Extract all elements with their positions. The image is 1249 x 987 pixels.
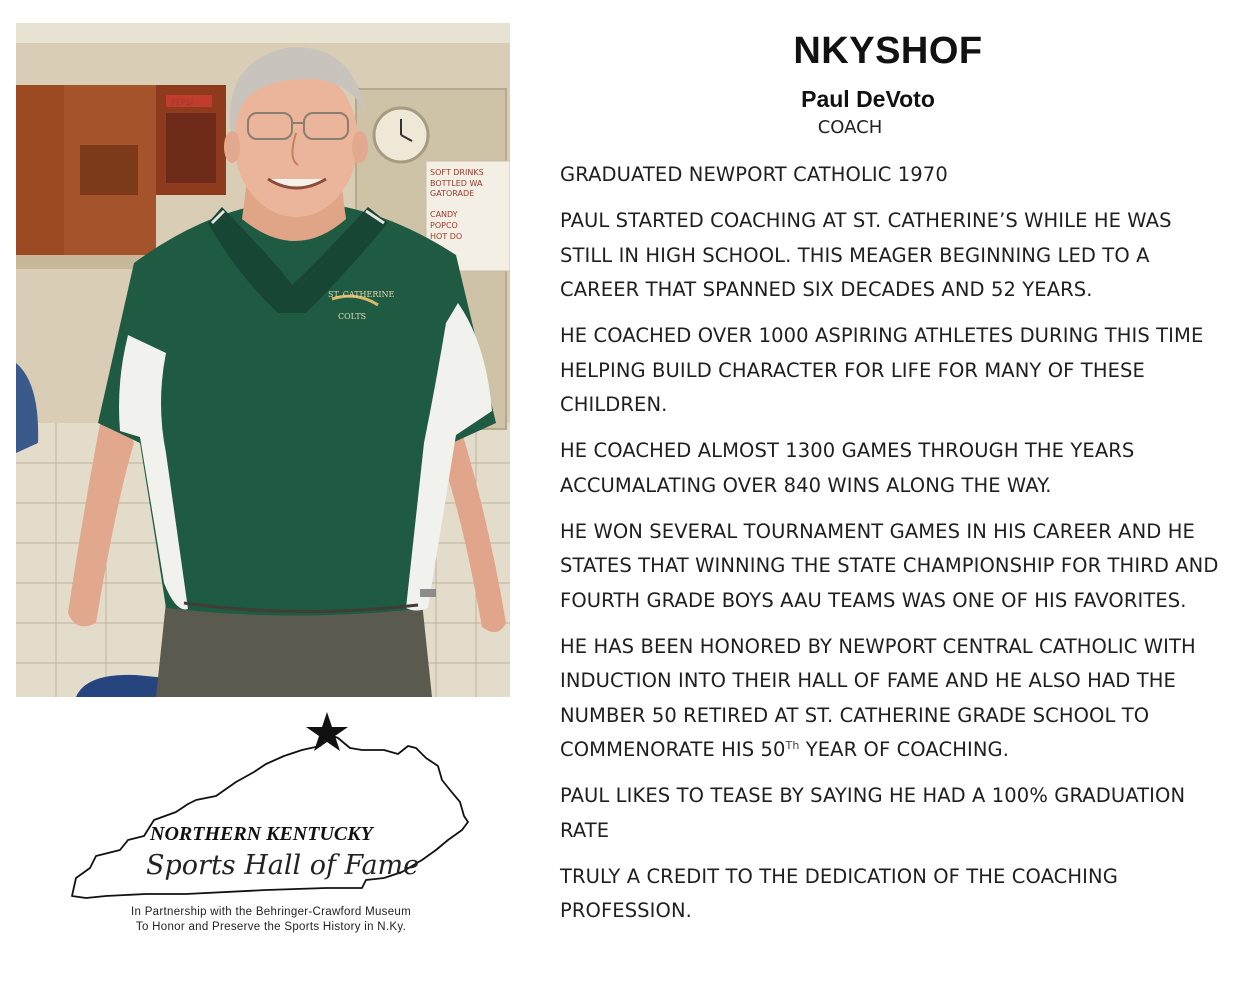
bio-text: YEAR OF COACHING. bbox=[799, 738, 1010, 761]
sign-line: CANDY bbox=[430, 210, 458, 219]
logo-script: Sports Hall of Fame bbox=[146, 850, 420, 881]
bio-paragraph: GRADUATED NEWPORT CATHOLIC 1970 bbox=[560, 163, 948, 186]
logo-title: NORTHERN KENTUCKY bbox=[150, 823, 373, 845]
bio-paragraph: HE COACHED ALMOST 1300 GAMES THROUGH THE YEARS ACCUMALATING OVER 840 WINS ALONG THE WAY. bbox=[560, 439, 1135, 497]
pepsi-sign: PEPSI bbox=[171, 98, 194, 107]
sign-line: BOTTLED WA bbox=[430, 179, 483, 188]
emblem-text: COLTS bbox=[338, 312, 367, 321]
bio-paragraph bbox=[560, 630, 1230, 768]
bio-paragraph: HE WON SEVERAL TOURNAMENT GAMES IN HIS CAREER AND HE STATES THAT WINNING THE STATE CHAMPIONSHIP FOR THIRD AND FOURTH GRADE BOYS AAU TEAMS WAS ONE OF HIS FAVORITES. bbox=[560, 519, 1219, 612]
hall-of-fame-logo bbox=[66, 708, 476, 938]
bio-paragraph: PAUL STARTED COACHING AT ST. CATHERINE’S WHILE HE WAS STILL IN HIGH SCHOOL. THIS MEAGER BEGINNING LED TO A CAREER THAT SPANNED SIX DECADES AND 52 YEARS. bbox=[560, 209, 1172, 301]
star-icon bbox=[306, 712, 348, 751]
wall-clock bbox=[374, 108, 428, 162]
sign-line: POPCO bbox=[430, 221, 458, 230]
sign-line: SOFT DRINKS bbox=[430, 168, 484, 177]
biography bbox=[560, 158, 1230, 940]
sign-line: HOT DO bbox=[430, 232, 463, 241]
inductee-role: COACH bbox=[817, 117, 883, 138]
logo-caption-line1: In Partnership with the Behringer-Crawford Museum bbox=[131, 906, 411, 918]
bio-paragraph: PAUL LIKES TO TEASE BY SAYING HE HAD A 100% GRADUATION RATE bbox=[560, 784, 1186, 842]
inductee-name: Paul DeVoto bbox=[801, 86, 935, 112]
bio-paragraph: HE COACHED OVER 1000 ASPIRING ATHLETES DURING THIS TIME HELPING BUILD CHARACTER FOR LIFE FOR MANY OF THESE CHILDREN. bbox=[560, 324, 1204, 416]
portrait-photo bbox=[16, 23, 510, 697]
portrait-illustration bbox=[16, 23, 510, 697]
sign-line: GATORADE bbox=[430, 189, 475, 198]
ordinal-suffix: Th bbox=[785, 739, 800, 752]
bio-paragraph: TRULY A CREDIT TO THE DEDICATION OF THE COACHING PROFESSION. bbox=[560, 864, 1118, 922]
logo-caption-line2: To Honor and Preserve the Sports History in N.Ky. bbox=[135, 921, 407, 933]
ceiling bbox=[16, 23, 510, 43]
kentucky-outline-logo bbox=[66, 708, 476, 908]
bio-text: HE HAS BEEN HONORED BY NEWPORT CENTRAL CATHOLIC WITH INDUCTION INTO THEIR HALL OF FAME AND HE ALSO HAD THE NUMBER 50 RETIRED AT ST. CATHERINE GRADE SCHOOL TO COMMENORATE HIS 50 bbox=[560, 634, 1196, 761]
org-title: NKYSHOF bbox=[793, 30, 983, 72]
emblem-text: ST. CATHERINE bbox=[328, 290, 395, 299]
